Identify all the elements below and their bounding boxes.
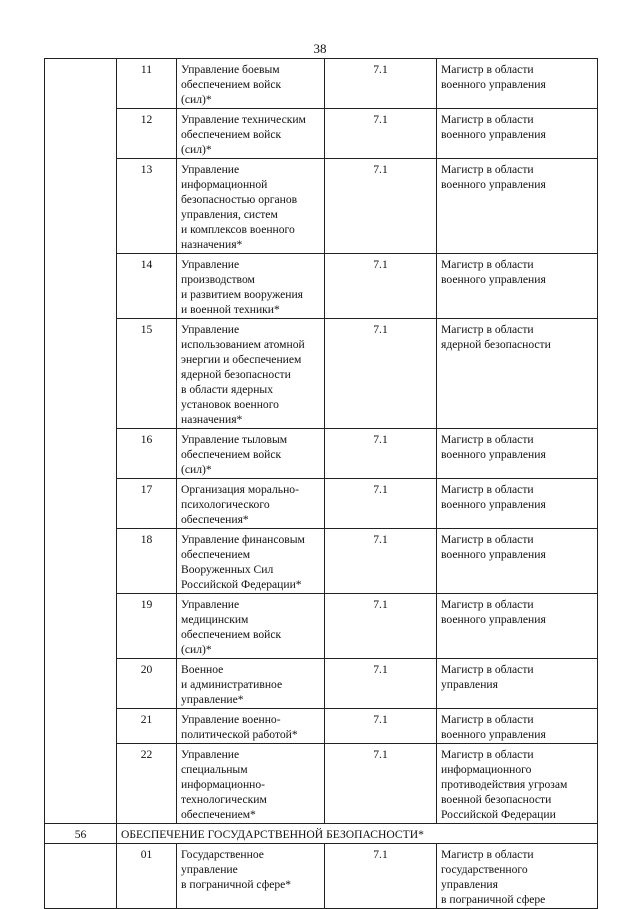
qualification: Магистр в области государственного управления в пограничной сфере	[437, 844, 598, 909]
group-number-cell	[45, 59, 117, 824]
specialty-name: Организация морально- психологического обеспечения*	[177, 479, 325, 529]
qualification-level: 7.1	[325, 659, 437, 709]
table-row	[45, 59, 598, 109]
table-row	[45, 844, 598, 909]
qualification: Магистр в области ядерной безопасности	[437, 319, 598, 429]
section-header-row	[45, 824, 598, 844]
specialty-name: Военное и административное управление*	[177, 659, 325, 709]
qualification: Магистр в области военного управления	[437, 159, 598, 254]
specialty-name: Управление использованием атомной энергии и обеспечением ядерной безопасности в области ядерных установок военного назначения*	[177, 319, 325, 429]
qualification-level: 7.1	[325, 844, 437, 909]
row-number: 21	[117, 709, 177, 744]
specialty-name: Управление боевым обеспечением войск (сил)*	[177, 59, 325, 109]
table-row	[45, 594, 598, 659]
table-row	[45, 529, 598, 594]
group-number-cell	[45, 844, 117, 909]
row-number: 15	[117, 319, 177, 429]
qualification-level: 7.1	[325, 479, 437, 529]
specialty-name: Управление финансовым обеспечением Вооруженных Сил Российской Федерации*	[177, 529, 325, 594]
section-title: ОБЕСПЕЧЕНИЕ ГОСУДАРСТВЕННОЙ БЕЗОПАСНОСТИ*	[117, 824, 598, 844]
specialty-name: Управление специальным информационно- технологическим обеспечением*	[177, 744, 325, 824]
table-row	[45, 709, 598, 744]
qualification-level: 7.1	[325, 594, 437, 659]
table-row	[45, 254, 598, 319]
table-row	[45, 319, 598, 429]
qualification: Магистр в области военного управления	[437, 594, 598, 659]
specialty-name: Управление техническим обеспечением войск (сил)*	[177, 109, 325, 159]
qualification-level: 7.1	[325, 709, 437, 744]
qualification: Магистр в области военного управления	[437, 109, 598, 159]
specialty-name: Государственное управление в пограничной сфере*	[177, 844, 325, 909]
row-number: 13	[117, 159, 177, 254]
qualification-level: 7.1	[325, 159, 437, 254]
qualification: Магистр в области военного управления	[437, 429, 598, 479]
page-number: 38	[313, 41, 327, 56]
specialty-name: Управление тыловым обеспечением войск (сил)*	[177, 429, 325, 479]
qualification: Магистр в области военного управления	[437, 479, 598, 529]
qualification: Магистр в области военного управления	[437, 709, 598, 744]
table-row	[45, 159, 598, 254]
qualification-level: 7.1	[325, 319, 437, 429]
specialty-name: Управление медицинским обеспечением войск (сил)*	[177, 594, 325, 659]
specialty-name: Управление военно- политической работой*	[177, 709, 325, 744]
qualification: Магистр в области военного управления	[437, 254, 598, 319]
row-number: 20	[117, 659, 177, 709]
table-row	[45, 659, 598, 709]
row-number: 17	[117, 479, 177, 529]
row-number: 11	[117, 59, 177, 109]
table-row	[45, 744, 598, 824]
row-number: 16	[117, 429, 177, 479]
row-number: 12	[117, 109, 177, 159]
table-row	[45, 429, 598, 479]
qualification: Магистр в области информационного противодействия угрозам военной безопасности Российской Федерации	[437, 744, 598, 824]
qualification-level: 7.1	[325, 59, 437, 109]
row-number: 14	[117, 254, 177, 319]
qualification-level: 7.1	[325, 429, 437, 479]
row-number: 22	[117, 744, 177, 824]
row-number: 01	[117, 844, 177, 909]
qualification-level: 7.1	[325, 529, 437, 594]
section-number: 56	[45, 824, 117, 844]
row-number: 18	[117, 529, 177, 594]
qualification-level: 7.1	[325, 254, 437, 319]
table-row	[45, 479, 598, 529]
qualification-level: 7.1	[325, 744, 437, 824]
specialty-name: Управление информационной безопасностью органов управления, систем и комплексов военного назначения*	[177, 159, 325, 254]
row-number: 19	[117, 594, 177, 659]
qualification: Магистр в области военного управления	[437, 529, 598, 594]
table-row	[45, 109, 598, 159]
specialties-table	[44, 58, 598, 909]
specialty-name: Управление производством и развитием вооружения и военной техники*	[177, 254, 325, 319]
qualification-level: 7.1	[325, 109, 437, 159]
qualification: Магистр в области военного управления	[437, 59, 598, 109]
qualification: Магистр в области управления	[437, 659, 598, 709]
